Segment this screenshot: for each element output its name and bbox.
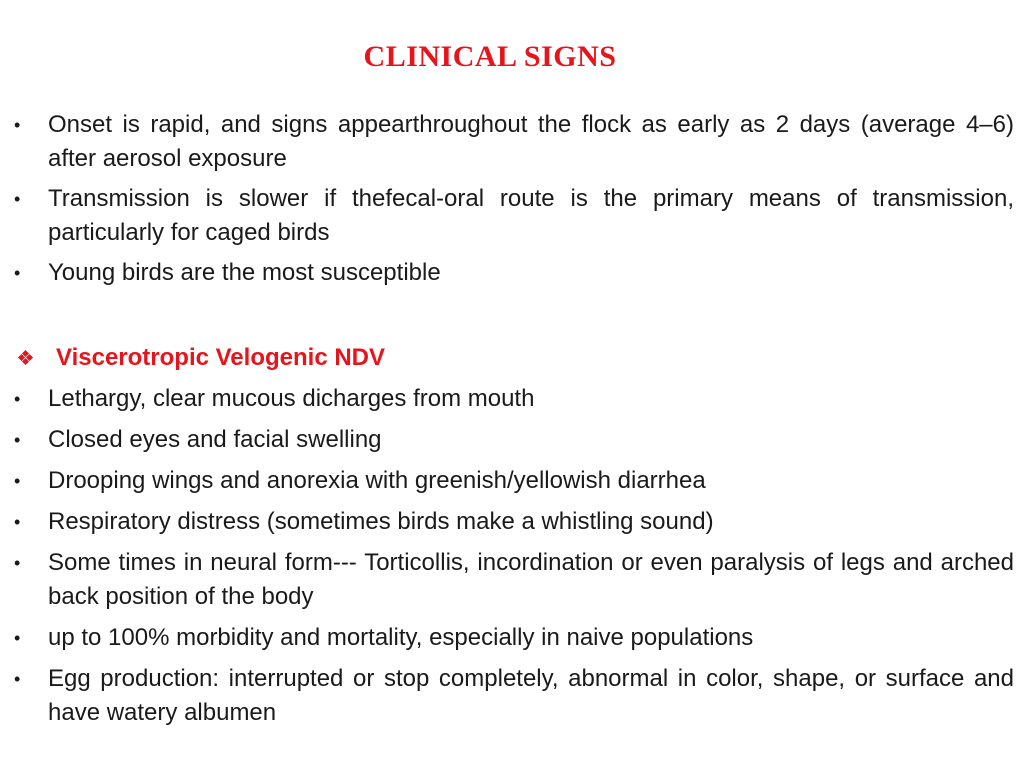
list-item <box>10 108 1014 176</box>
section-heading <box>10 341 1014 375</box>
bullet-icon: • <box>14 553 21 573</box>
section-heading-row <box>10 341 1014 375</box>
bullet-icon: • <box>14 263 21 283</box>
list-item <box>10 182 1014 250</box>
list-item <box>10 662 1014 730</box>
bullet-icon: • <box>14 669 21 689</box>
list-item-text: Respiratory distress (sometimes birds make a whistling sound) <box>48 508 714 535</box>
list-item <box>10 621 1014 655</box>
list-item-text: Lethargy, clear mucous dicharges from mouth <box>48 385 535 412</box>
list-item <box>10 505 1014 539</box>
intro-bullet-list <box>10 108 1014 290</box>
bullet-icon: • <box>14 471 21 491</box>
list-item <box>10 423 1014 457</box>
bullet-icon: • <box>14 389 21 409</box>
list-item-text: Closed eyes and facial swelling <box>48 426 382 453</box>
bullet-icon: • <box>14 115 21 135</box>
list-item <box>10 464 1014 498</box>
bullet-icon: • <box>14 189 21 209</box>
slide-title: CLINICAL SIGNS <box>363 40 617 73</box>
list-item-text: Young birds are the most susceptible <box>48 259 441 286</box>
list-item-text: Transmission is slower if thefecal-oral route is the primary means of transmission, particularly for caged birds <box>48 185 1014 246</box>
diamond-bullet-icon <box>10 341 56 375</box>
list-item-text: Some times in neural form--- Torticollis, incordination or even paralysis of legs and arched back position of the body <box>48 549 1014 610</box>
list-item-text: up to 100% morbidity and mortality, especially in naive populations <box>48 624 754 651</box>
list-item <box>10 256 1014 290</box>
bullet-icon: • <box>14 628 21 648</box>
list-item-text: Onset is rapid, and signs appearthroughout the flock as early as 2 days (average 4–6) after aerosol exposure <box>48 111 1014 172</box>
section-heading-text: Viscerotropic Velogenic NDV <box>56 344 386 371</box>
list-item <box>10 546 1014 614</box>
bullet-icon: • <box>14 512 21 532</box>
list-item <box>10 382 1014 416</box>
bullet-icon: • <box>14 430 21 450</box>
list-item-text: Drooping wings and anorexia with greenish/yellowish diarrhea <box>48 467 706 494</box>
section-bullet-list <box>10 382 1014 730</box>
list-item-text: Egg production: interrupted or stop completely, abnormal in color, shape, or surface and have watery albumen <box>48 665 1014 726</box>
